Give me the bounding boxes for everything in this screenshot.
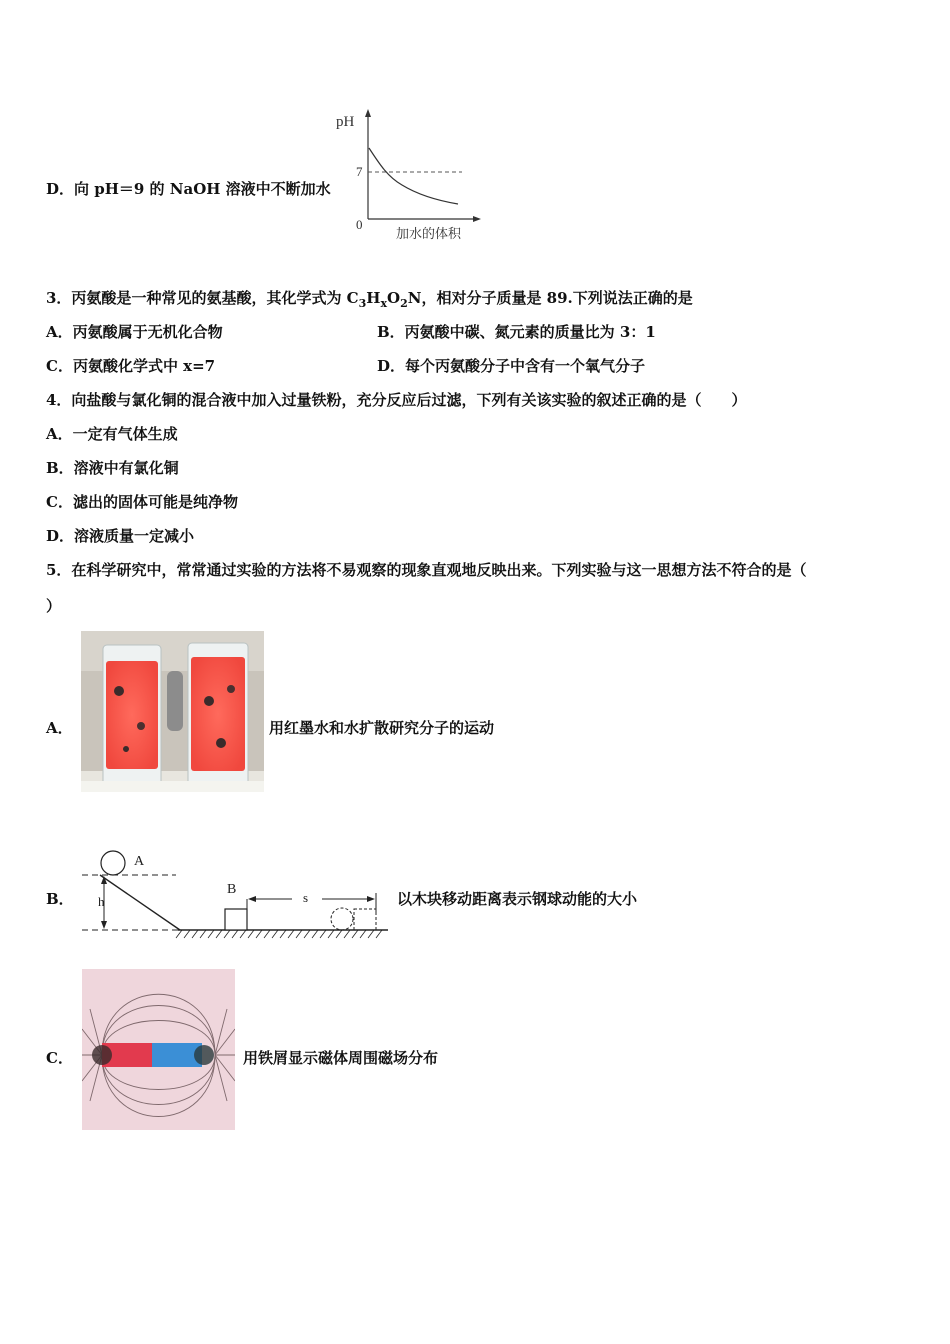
q3-option-c: C．丙氨酸化学式中 x=7 xyxy=(46,357,216,375)
q2-option-d xyxy=(46,178,331,199)
ph-dilution-chart xyxy=(330,105,490,245)
incline-ball-diagram xyxy=(80,845,392,943)
q3-option-a: A．丙氨酸属于无机化合物 xyxy=(46,323,223,341)
chart-xlabel: 加水的体积 xyxy=(396,226,462,241)
magnet-iron-filings-photo xyxy=(82,969,235,1130)
q4-stem: 4．向盐酸与氯化铜的混合液中加入过量铁粉，充分反应后过滤，下列有关该实验的叙述正确的是（ ） xyxy=(46,391,747,409)
q5-option-a-label: A． xyxy=(46,719,73,737)
q4-option-a: A．一定有气体生成 xyxy=(46,425,178,443)
q5-stem-end: ） xyxy=(46,597,62,615)
chart-tick-7: 7 xyxy=(356,164,363,179)
q5-stem: 5．在科学研究中，常常通过实验的方法将不易观察的现象直观地反映出来。下列实验与这一思想方法不符合的是（ xyxy=(46,561,807,579)
q3-stem: 3．丙氨酸是一种常见的氨基酸，其化学式为 $C_3H_xO_2N$，相对分子质量是 89.下列说法正确的是 xyxy=(46,289,693,310)
chart-ylabel: pH xyxy=(336,114,355,130)
q4-option-d: D．溶液质量一定减小 xyxy=(46,527,195,545)
chart-origin: 0 xyxy=(356,217,363,232)
q4-option-c: C．滤出的固体可能是纯净物 xyxy=(46,493,238,511)
q2-option-d-label: D． xyxy=(46,180,75,198)
height-label: h xyxy=(98,894,105,909)
q5-option-b-text: 以木块移动距离表示钢球动能的大小 xyxy=(397,890,638,908)
q2-option-d-text: 向 pH＝9 的 NaOH 溶液中不断加水 xyxy=(74,180,331,198)
q5-option-c-text: 用铁屑显示磁体周围磁场分布 xyxy=(243,1049,439,1067)
distance-label: s xyxy=(303,890,309,905)
q3-option-d: D．每个丙氨酸分子中含有一个氧气分子 xyxy=(377,357,646,375)
q5-option-c-label: C． xyxy=(46,1049,73,1067)
q5-option-a-text: 用红墨水和水扩散研究分子的运动 xyxy=(269,719,495,737)
q5-option-b-label: B． xyxy=(46,890,74,908)
q4-option-b: B．溶液中有氯化铜 xyxy=(46,459,179,477)
block-label: B xyxy=(227,882,237,897)
ink-diffusion-photo xyxy=(81,631,264,792)
ball-label: A xyxy=(134,854,145,869)
q3-option-b: B．丙氨酸中碳、氮元素的质量比为 3：1 xyxy=(377,323,656,341)
